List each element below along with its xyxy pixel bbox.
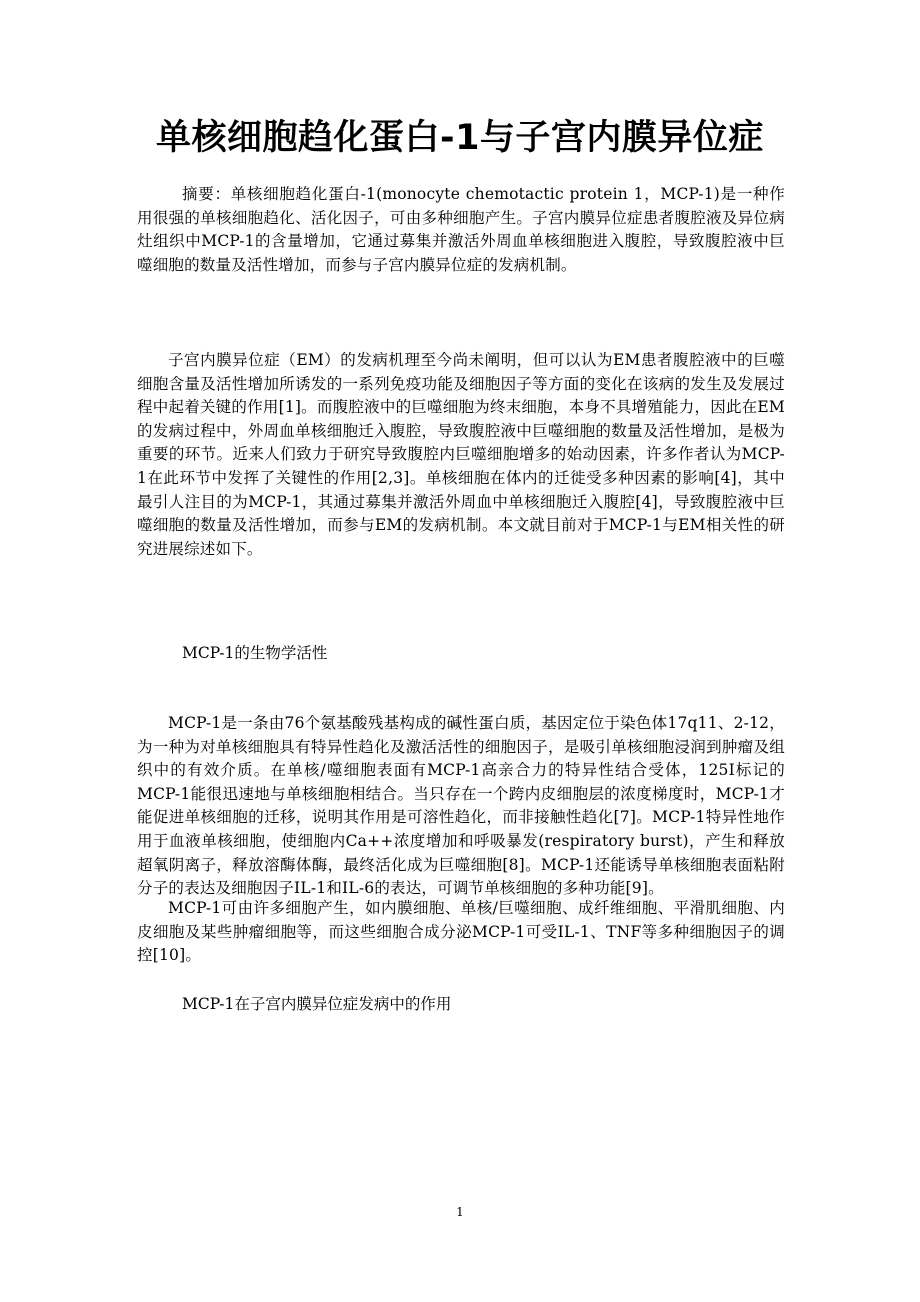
- biology-paragraph-2: MCP-1可由许多细胞产生，如内膜细胞、单核/巨噬细胞、成纤维细胞、平滑肌细胞、内皮细胞及某些肿瘤细胞等，而这些细胞合成分泌MCP-1可受IL-1、TNF等多种细胞因子的调控[10]。: [137, 899, 785, 965]
- biology-paragraph-1: MCP-1是一条由76个氨基酸残基构成的碱性蛋白质，基因定位于染色体17q11、2-12，为一种为对单核细胞具有特异性趋化及激活活性的细胞因子，是吸引单核细胞浸润到肿瘤及组织中的有效介质。在单核/噬细胞表面有MCP-1高亲合力的特异性结合受体，125I标记的MCP-1能很迅速地与单核细胞相结合。当只存在一个跨内皮细胞层的浓度梯度时，MCP-1才能促进单核细胞的迁移，说明其作用是可溶性趋化，而非接触性趋化[7]。MCP-1特异性地作用于血液单核细胞，使细胞内Ca++浓度增加和呼吸暴发(respiratory burst)，产生和释放超氧阴离子，释放溶酶体酶，最终活化成为巨噬细胞[8]。MCP-1还能诱导单核细胞表面粘附分子的表达及细胞因子IL-1和IL-6的表达，可调节单核细胞的多种功能[9]。: [137, 714, 785, 898]
- intro-paragraph: 子宫内膜异位症（EM）的发病机理至今尚未阐明，但可以认为EM患者腹腔液中的巨噬细胞含量及活性增加所诱发的一系列免疫功能及细胞因子等方面的变化在该病的发生及发展过程中起着关键的作用[1]。而腹腔液中的巨噬细胞为终末细胞，本身不具增殖能力，因此在EM的发病过程中，外周血单核细胞迁入腹腔，导致腹腔液中巨噬细胞的数量及活性增加，是极为重要的环节。近来人们致力于研究导致腹腔内巨噬细胞增多的始动因素，许多作者认为MCP-1在此环节中发挥了关键性的作用[2,3]。单核细胞在体内的迁徙受多种因素的影响[4]，其中最引人注目的为MCP-1，其通过募集并激活外周血中单核细胞迁入腹腔[4]，导致腹腔液中巨噬细胞的数量及活性增加，而参与EM的发病机制。本文就目前对于MCP-1与EM相关性的研究进展综述如下。: [137, 351, 785, 558]
- page-number: 1: [456, 1205, 464, 1219]
- abstract-paragraph: 摘要：单核细胞趋化蛋白-1(monocyte chemotactic protein 1，MCP-1)是一种作用很强的单核细胞趋化、活化因子，可由多种细胞产生。子宫内膜异位症患者腹腔液及异位病灶组织中MCP-1的含量增加，它通过募集并激活外周血单核细胞进入腹腔，导致腹腔液中巨噬细胞的数量及活性增加，而参与子宫内膜异位症的发病机制。: [137, 185, 785, 274]
- document-title: 单核细胞趋化蛋白-1与子宫内膜异位症: [156, 118, 764, 158]
- section-heading-biology: MCP-1的生物学活性: [182, 644, 328, 662]
- section-heading-role: MCP-1在子宫内膜异位症发病中的作用: [182, 995, 452, 1013]
